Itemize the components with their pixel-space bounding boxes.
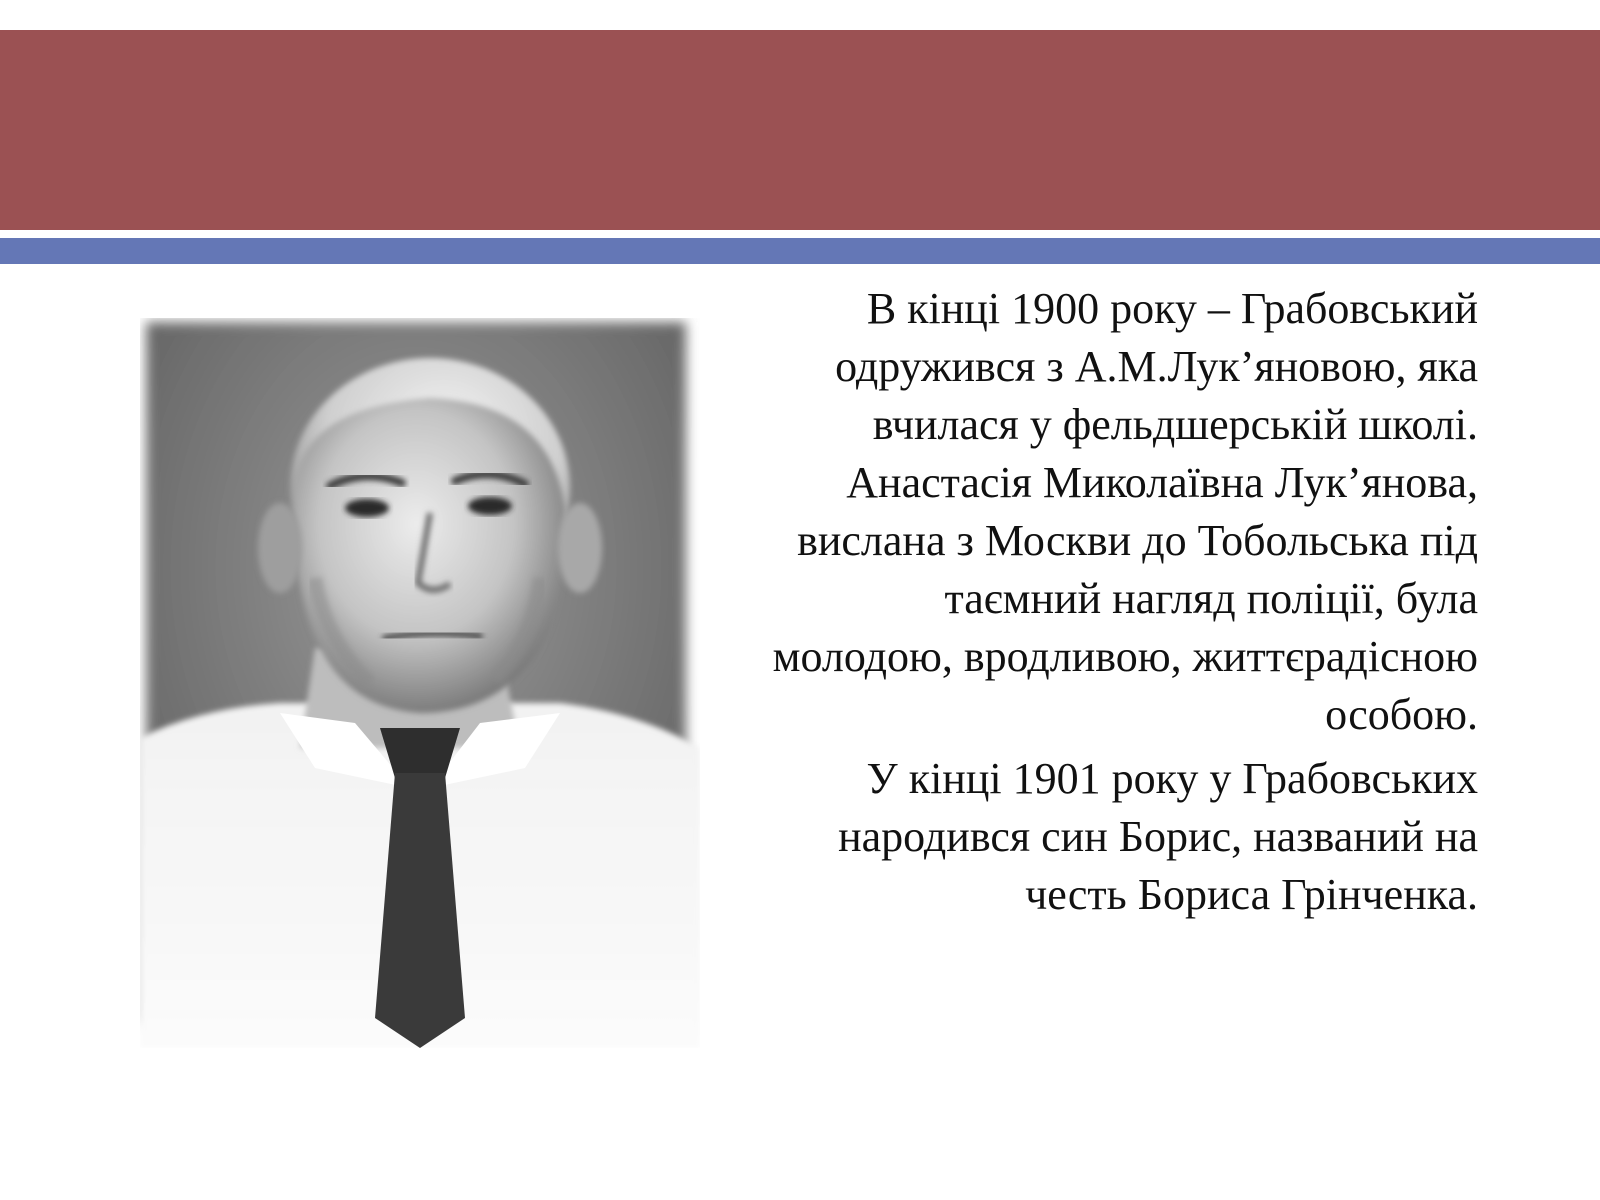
paragraph-marriage: В кінці 1900 року – Грабовський одружився з А.М.Лук’яновою, яка вчилася у фельдшерській школі. Анастасія Миколаївна Лук’янова, вислана з Москви до Тобольська під таємний нагляд поліції, була молодою, вродливою, життєрадісною особою.	[772, 284, 1478, 739]
paragraph-son-birth: У кінці 1901 року у Грабовських народився син Борис, названий на честь Бориса Грінченка.	[838, 754, 1478, 919]
slide-body-text	[760, 280, 1478, 930]
portrait-photo	[140, 318, 700, 1048]
accent-band	[0, 238, 1600, 264]
title-band	[0, 30, 1600, 230]
